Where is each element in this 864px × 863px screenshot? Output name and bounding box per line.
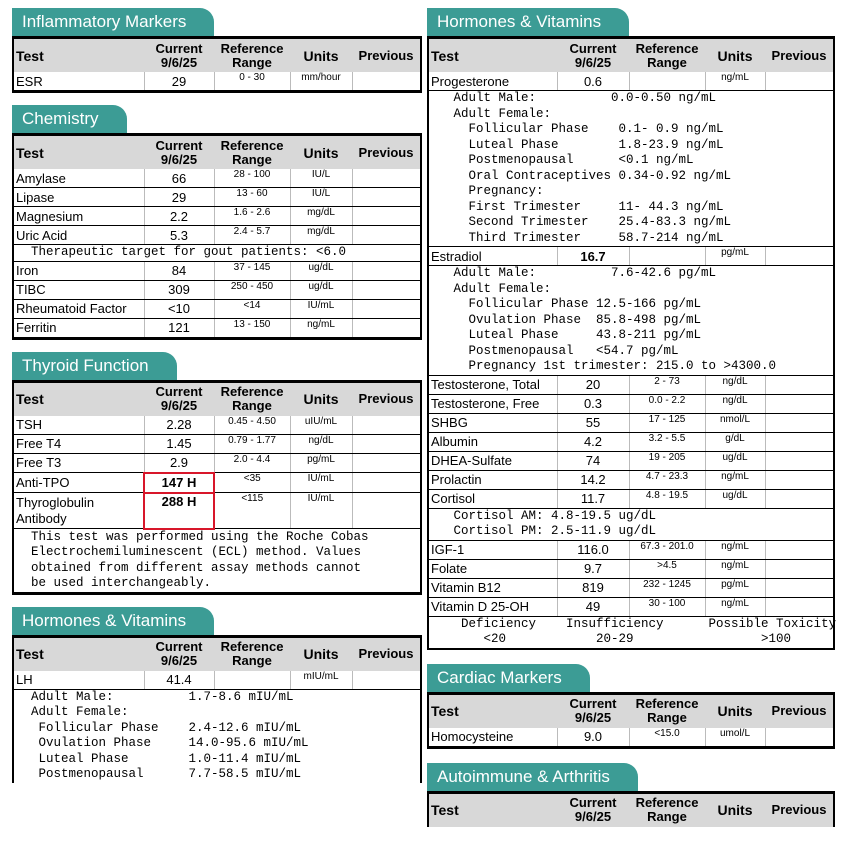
table-row [14, 280, 420, 299]
note-row [14, 529, 420, 593]
previous-value [352, 226, 420, 245]
header-row [14, 136, 420, 169]
table-row [14, 169, 420, 188]
reference-range: 13 - 60 [214, 188, 290, 207]
header-row [429, 695, 833, 728]
section-cardiac [427, 664, 835, 749]
previous-value [352, 169, 420, 188]
table-row [429, 375, 833, 394]
col-previous: Previous [352, 638, 420, 671]
current-value: 2.2 [144, 207, 214, 226]
previous-value [765, 540, 833, 559]
test-name: Vitamin B12 [429, 578, 557, 597]
previous-value [352, 72, 420, 91]
table-row [14, 261, 420, 280]
current-value: 4.2 [557, 432, 629, 451]
col-reference: Reference Range [214, 383, 290, 416]
table-row [14, 416, 420, 435]
reference-range: <14 [214, 299, 290, 318]
test-name: Progesterone [429, 72, 557, 91]
table-row [14, 671, 420, 690]
current-value: 55 [557, 413, 629, 432]
previous-value [352, 318, 420, 337]
reference-range [629, 72, 705, 91]
table-row [14, 453, 420, 473]
test-name: Anti-TPO [14, 473, 144, 493]
col-previous: Previous [765, 794, 833, 827]
units: ng/mL [705, 559, 765, 578]
reference-range: <15.0 [629, 728, 705, 747]
table-row [14, 493, 420, 529]
header-row [14, 638, 420, 671]
previous-value [765, 413, 833, 432]
table-box [12, 133, 422, 340]
units: mg/dL [290, 226, 352, 245]
col-previous: Previous [765, 695, 833, 728]
current-value: 2.28 [144, 416, 214, 435]
col-units: Units [705, 794, 765, 827]
note-text: This test was performed using the Roche Cobas Electrochemiluminescent (ECL) method. Values obtained from different assay methods cannot be used interchangeably. [14, 529, 420, 593]
previous-value [765, 728, 833, 747]
table-row [429, 597, 833, 616]
col-previous: Previous [765, 39, 833, 72]
previous-value [352, 207, 420, 226]
reference-range: 0.0 - 2.2 [629, 394, 705, 413]
previous-value [765, 597, 833, 616]
reference-range: <35 [214, 473, 290, 493]
reference-range: 0.45 - 4.50 [214, 416, 290, 435]
previous-value [352, 299, 420, 318]
current-value: 1.45 [144, 434, 214, 453]
col-units: Units [290, 136, 352, 169]
reference-range: 2 - 73 [629, 375, 705, 394]
table-box [12, 380, 422, 595]
note-row [14, 689, 420, 783]
units: pg/mL [705, 247, 765, 266]
previous-value [765, 470, 833, 489]
units: IU/mL [290, 493, 352, 529]
current-value: <10 [144, 299, 214, 318]
note-text: Deficiency Insufficiency Possible Toxicity <20 20-29 >100 [461, 616, 837, 646]
units: g/dL [705, 432, 765, 451]
right-column [427, 0, 835, 827]
current-value: 121 [144, 318, 214, 337]
previous-value [765, 578, 833, 597]
units: IU/L [290, 188, 352, 207]
current-value: 41.4 [144, 671, 214, 690]
note-text: Adult Male: 0.0-0.50 ng/mL Adult Female: Follicular Phase 0.1- 0.9 ng/mL Luteal Phase 1.8-23.9 ng/mL Postmenopausal <0.1 ng/mL Oral Contraceptives 0.34-0.92 ng/mL Pregnancy: First Trimester 11- 44.3 ng/mL Second Trimester 25.4-83.3 ng/mL Third Trimester 58.7-214 ng/mL [429, 91, 833, 247]
units: IU/L [290, 169, 352, 188]
section-title: Hormones & Vitamins [427, 8, 629, 36]
units: ng/dL [290, 434, 352, 453]
col-reference: Reference Range [629, 794, 705, 827]
current-value-high: 147 H [144, 473, 214, 493]
table-row [14, 72, 420, 91]
current-value: 819 [557, 578, 629, 597]
units: IU/mL [290, 299, 352, 318]
units: IU/mL [290, 473, 352, 493]
reference-range: 13 - 150 [214, 318, 290, 337]
table-row [14, 318, 420, 337]
units: ng/mL [705, 540, 765, 559]
current-value: 84 [144, 261, 214, 280]
note-row [429, 616, 833, 648]
test-name: Testosterone, Total [429, 375, 557, 394]
units: ng/mL [705, 470, 765, 489]
section-thyroid [12, 352, 422, 595]
reference-range: 67.3 - 201.0 [629, 540, 705, 559]
reference-range: 37 - 145 [214, 261, 290, 280]
test-name: Albumin [429, 432, 557, 451]
table-row [14, 434, 420, 453]
section-title: Cardiac Markers [427, 664, 590, 692]
col-test: Test [429, 695, 557, 728]
table-row [429, 470, 833, 489]
col-current: Current 9/6/25 [144, 383, 214, 416]
current-value: 2.9 [144, 453, 214, 473]
reference-range: 4.8 - 19.5 [629, 489, 705, 508]
col-current: Current 9/6/25 [144, 39, 214, 72]
table-row [429, 559, 833, 578]
col-reference: Reference Range [629, 695, 705, 728]
current-value: 29 [144, 188, 214, 207]
results-table [429, 695, 833, 747]
units: mm/hour [290, 72, 352, 91]
test-name: Vitamin D 25-OH [429, 597, 557, 616]
test-name: LH [14, 671, 144, 690]
col-test: Test [14, 39, 144, 72]
col-units: Units [290, 383, 352, 416]
table-row [429, 413, 833, 432]
table-row [14, 188, 420, 207]
current-value: 116.0 [557, 540, 629, 559]
previous-value [765, 247, 833, 266]
table-box [427, 36, 835, 650]
col-test: Test [14, 136, 144, 169]
units: ug/dL [290, 261, 352, 280]
results-table [14, 39, 420, 91]
units: ng/mL [290, 318, 352, 337]
results-table [429, 39, 837, 648]
reference-range: 232 - 1245 [629, 578, 705, 597]
table-row [429, 394, 833, 413]
units: uIU/mL [290, 416, 352, 435]
previous-value [352, 453, 420, 473]
units: ug/dL [705, 451, 765, 470]
current-value: 29 [144, 72, 214, 91]
header-row [429, 794, 833, 827]
note-text: Therapeutic target for gout patients: <6.0 [14, 245, 420, 262]
current-value: 9.0 [557, 728, 629, 747]
note-text: Cortisol AM: 4.8-19.5 ug/dL Cortisol PM: 2.5-11.9 ug/dL [429, 508, 833, 540]
previous-value [765, 432, 833, 451]
note-row [429, 508, 833, 540]
test-name: Amylase [14, 169, 144, 188]
section-title: Hormones & Vitamins [12, 607, 214, 635]
current-value-high: 288 H [144, 493, 214, 529]
reference-range: 28 - 100 [214, 169, 290, 188]
note-row [429, 266, 833, 376]
table-box [427, 692, 835, 749]
col-test: Test [14, 383, 144, 416]
test-name: Iron [14, 261, 144, 280]
previous-value [765, 72, 833, 91]
table-row [14, 299, 420, 318]
test-name: Thyroglobulin Antibody [14, 493, 144, 529]
table-row [429, 451, 833, 470]
table-row [429, 247, 833, 266]
col-previous: Previous [352, 136, 420, 169]
reference-range: 19 - 205 [629, 451, 705, 470]
note-row [429, 91, 833, 247]
reference-range: 3.2 - 5.5 [629, 432, 705, 451]
col-units: Units [705, 39, 765, 72]
test-name: Lipase [14, 188, 144, 207]
test-name: Rheumatoid Factor [14, 299, 144, 318]
previous-value [765, 489, 833, 508]
col-reference: Reference Range [214, 136, 290, 169]
units: ug/dL [290, 280, 352, 299]
table-row [429, 489, 833, 508]
reference-range: 4.7 - 23.3 [629, 470, 705, 489]
test-name: Prolactin [429, 470, 557, 489]
previous-value [765, 375, 833, 394]
reference-range: >4.5 [629, 559, 705, 578]
units: mIU/mL [290, 671, 352, 690]
units: umol/L [705, 728, 765, 747]
results-table [14, 383, 420, 593]
section-autoimmune [427, 763, 835, 827]
reference-range: 1.6 - 2.6 [214, 207, 290, 226]
table-box [12, 36, 422, 93]
section-title: Autoimmune & Arthritis [427, 763, 638, 791]
previous-value [352, 188, 420, 207]
col-units: Units [290, 39, 352, 72]
reference-range: 0 - 30 [214, 72, 290, 91]
table-box [12, 635, 422, 783]
previous-value [352, 261, 420, 280]
units: ng/mL [705, 597, 765, 616]
section-title: Inflammatory Markers [12, 8, 214, 36]
results-table [14, 638, 420, 783]
col-current: Current 9/6/25 [557, 695, 629, 728]
previous-value [352, 434, 420, 453]
section-title: Thyroid Function [12, 352, 177, 380]
test-name: TSH [14, 416, 144, 435]
table-row [429, 540, 833, 559]
table-box [427, 791, 835, 827]
table-row [429, 728, 833, 747]
test-name: TIBC [14, 280, 144, 299]
reference-range: 0.79 - 1.77 [214, 434, 290, 453]
test-name: Homocysteine [429, 728, 557, 747]
test-name: Free T4 [14, 434, 144, 453]
current-value: 5.3 [144, 226, 214, 245]
current-value: 11.7 [557, 489, 629, 508]
current-value: 9.7 [557, 559, 629, 578]
previous-value [765, 451, 833, 470]
test-name: Testosterone, Free [429, 394, 557, 413]
note-text: Adult Male: 1.7-8.6 mIU/mL Adult Female: Follicular Phase 2.4-12.6 mIU/mL Ovulation Phase 14.0-95.6 mIU/mL Luteal Phase 1.0-11.4 mIU/mL Postmenopausal 7.7-58.5 mIU/mL [31, 689, 309, 781]
table-row [429, 432, 833, 451]
units: mg/dL [290, 207, 352, 226]
reference-range: 250 - 450 [214, 280, 290, 299]
table-row [14, 473, 420, 493]
current-value: 20 [557, 375, 629, 394]
current-value: 74 [557, 451, 629, 470]
results-table [429, 794, 833, 827]
note-text: Adult Male: 7.6-42.6 pg/mL Adult Female: Follicular Phase 12.5-166 pg/mL Ovulation Phase 85.8-498 pg/mL Luteal Phase 43.8-211 pg/mL Postmenopausal <54.7 pg/mL Pregnancy 1st trimester: 215.0 to >4300.0 [429, 266, 833, 376]
col-previous: Previous [352, 39, 420, 72]
test-name: ESR [14, 72, 144, 91]
col-current: Current 9/6/25 [144, 638, 214, 671]
section-hormones-left [12, 607, 422, 783]
section-title: Chemistry [12, 105, 127, 133]
table-row [429, 72, 833, 91]
col-current: Current 9/6/25 [557, 794, 629, 827]
col-test: Test [14, 638, 144, 671]
col-units: Units [290, 638, 352, 671]
col-test: Test [429, 794, 557, 827]
section-hormones-right [427, 8, 835, 650]
previous-value [765, 559, 833, 578]
section-inflammatory [12, 8, 422, 93]
test-name: Uric Acid [14, 226, 144, 245]
test-name: IGF-1 [429, 540, 557, 559]
previous-value [352, 473, 420, 493]
current-value: 0.3 [557, 394, 629, 413]
results-table [14, 136, 420, 338]
section-chemistry [12, 105, 422, 340]
col-test: Test [429, 39, 557, 72]
reference-range: 2.4 - 5.7 [214, 226, 290, 245]
col-reference: Reference Range [629, 39, 705, 72]
table-row [429, 578, 833, 597]
test-name: Magnesium [14, 207, 144, 226]
test-name: DHEA-Sulfate [429, 451, 557, 470]
current-value: 0.6 [557, 72, 629, 91]
units: ng/dL [705, 375, 765, 394]
previous-value [352, 493, 420, 529]
previous-value [352, 280, 420, 299]
units: pg/mL [290, 453, 352, 473]
test-name: Cortisol [429, 489, 557, 508]
note-row [14, 245, 420, 262]
col-current: Current 9/6/25 [144, 136, 214, 169]
reference-range: <115 [214, 493, 290, 529]
table-row [14, 207, 420, 226]
header-row [14, 383, 420, 416]
previous-value [352, 416, 420, 435]
units: ng/dL [705, 394, 765, 413]
col-current: Current 9/6/25 [557, 39, 629, 72]
current-value: 16.7 [557, 247, 629, 266]
reference-range: 2.0 - 4.4 [214, 453, 290, 473]
previous-value [765, 394, 833, 413]
col-previous: Previous [352, 383, 420, 416]
col-reference: Reference Range [214, 39, 290, 72]
reference-range [629, 247, 705, 266]
current-value: 66 [144, 169, 214, 188]
table-row [14, 226, 420, 245]
units: pg/mL [705, 578, 765, 597]
left-column [12, 0, 422, 783]
current-value: 49 [557, 597, 629, 616]
previous-value [352, 671, 420, 690]
test-name: Ferritin [14, 318, 144, 337]
header-row [429, 39, 833, 72]
current-value: 14.2 [557, 470, 629, 489]
test-name: Estradiol [429, 247, 557, 266]
header-row [14, 39, 420, 72]
test-name: Free T3 [14, 453, 144, 473]
col-units: Units [705, 695, 765, 728]
reference-range: 17 - 125 [629, 413, 705, 432]
units: ug/dL [705, 489, 765, 508]
current-value: 309 [144, 280, 214, 299]
col-reference: Reference Range [214, 638, 290, 671]
units: ng/mL [705, 72, 765, 91]
test-name: SHBG [429, 413, 557, 432]
reference-range [214, 671, 290, 690]
units: nmol/L [705, 413, 765, 432]
reference-range: 30 - 100 [629, 597, 705, 616]
test-name: Folate [429, 559, 557, 578]
